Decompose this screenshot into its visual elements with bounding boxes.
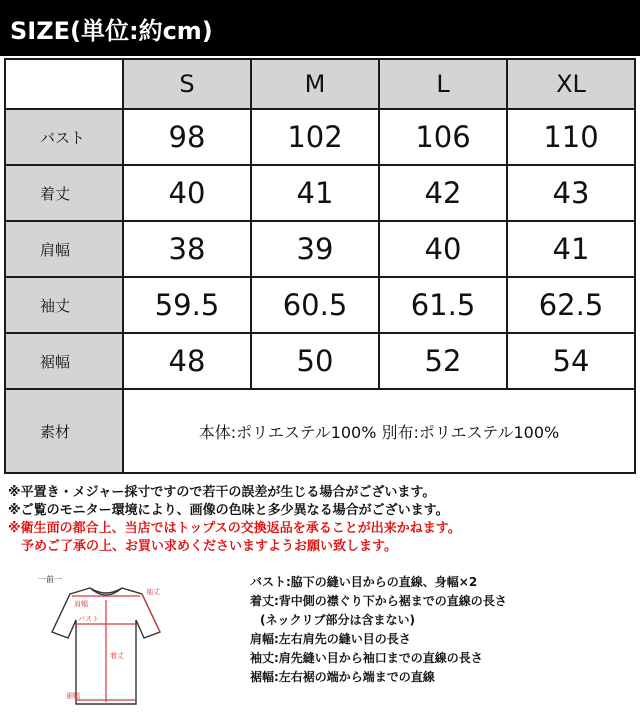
- note-measurement: ※平置き・メジャー採寸ですので若干の誤差が生じる場合がございます。: [8, 485, 436, 500]
- table-cell: 62.5: [507, 277, 635, 333]
- page-header: [0, 0, 640, 56]
- diagram-length-label: 着丈: [110, 652, 124, 660]
- table-cell: 59.5: [123, 277, 251, 333]
- note-hygiene: ※衛生面の都合上、当店ではトップスの交換返品を承ることが出来かねます。: [8, 521, 461, 536]
- definition-hem: 裾幅:左右裾の端から端までの直線: [250, 670, 435, 684]
- tshirt-diagram: [28, 572, 186, 710]
- diagram-hem-label: 裾幅: [66, 692, 80, 700]
- table-cell: 52: [379, 333, 507, 389]
- table-cell: 41: [507, 221, 635, 277]
- notes-section: [8, 484, 632, 556]
- table-row-shoulder: [5, 221, 635, 277]
- size-header-xl: XL: [507, 59, 635, 109]
- table-cell: 39: [251, 221, 379, 277]
- table-cell: 50: [251, 333, 379, 389]
- row-label-hem: 裾幅: [5, 333, 123, 389]
- diagram-shoulder-label: 肩幅: [74, 600, 88, 608]
- diagram-sleeve-label: 袖丈: [146, 588, 160, 596]
- size-header-row: [5, 59, 635, 109]
- note-acknowledge: 予めご了承の上、お買い求めくださいますようお願い致します。: [21, 539, 397, 554]
- diagram-front-label: 一前一: [38, 575, 62, 584]
- table-cell: 43: [507, 165, 635, 221]
- row-label-shoulder: 肩幅: [5, 221, 123, 277]
- table-cell: 98: [123, 109, 251, 165]
- table-cell: 106: [379, 109, 507, 165]
- table-corner-cell: [5, 59, 123, 109]
- size-header-m: M: [251, 59, 379, 109]
- table-row-length: [5, 165, 635, 221]
- definition-bust: バスト:脇下の縫い目からの直線、身幅×2: [250, 575, 478, 589]
- measurement-definitions: [250, 573, 636, 687]
- table-cell: 40: [379, 221, 507, 277]
- note-monitor: ※ご覧のモニター環境により、画像の色味と多少異なる場合がございます。: [8, 503, 449, 518]
- table-cell: 48: [123, 333, 251, 389]
- table-cell: 42: [379, 165, 507, 221]
- definition-length: 着丈:背中側の襟ぐり下から裾までの直線の長さ: [250, 594, 507, 608]
- table-row-hem: [5, 333, 635, 389]
- row-label-bust: バスト: [5, 109, 123, 165]
- diagram-bust-label: バスト: [78, 615, 99, 623]
- size-table: [4, 58, 636, 474]
- definition-sleeve: 袖丈:肩先縫い目から袖口までの直線の長さ: [250, 651, 483, 665]
- table-cell: 54: [507, 333, 635, 389]
- table-row-material: [5, 389, 635, 473]
- definition-length-note: (ネックリブ部分は含まない): [260, 613, 415, 627]
- table-cell: 110: [507, 109, 635, 165]
- page-title: SIZE(単位:約cm): [10, 16, 213, 45]
- table-cell: 40: [123, 165, 251, 221]
- table-cell: 61.5: [379, 277, 507, 333]
- size-header-s: S: [123, 59, 251, 109]
- table-cell: 102: [251, 109, 379, 165]
- table-row-sleeve: [5, 277, 635, 333]
- table-row-bust: [5, 109, 635, 165]
- size-header-l: L: [379, 59, 507, 109]
- row-label-material: 素材: [5, 389, 123, 473]
- table-cell: 60.5: [251, 277, 379, 333]
- row-label-sleeve: 袖丈: [5, 277, 123, 333]
- table-cell: 41: [251, 165, 379, 221]
- material-value: 本体:ポリエステル100% 別布:ポリエステル100%: [123, 389, 635, 473]
- definition-shoulder: 肩幅:左右肩先の縫い目の長さ: [250, 632, 411, 646]
- row-label-length: 着丈: [5, 165, 123, 221]
- table-cell: 38: [123, 221, 251, 277]
